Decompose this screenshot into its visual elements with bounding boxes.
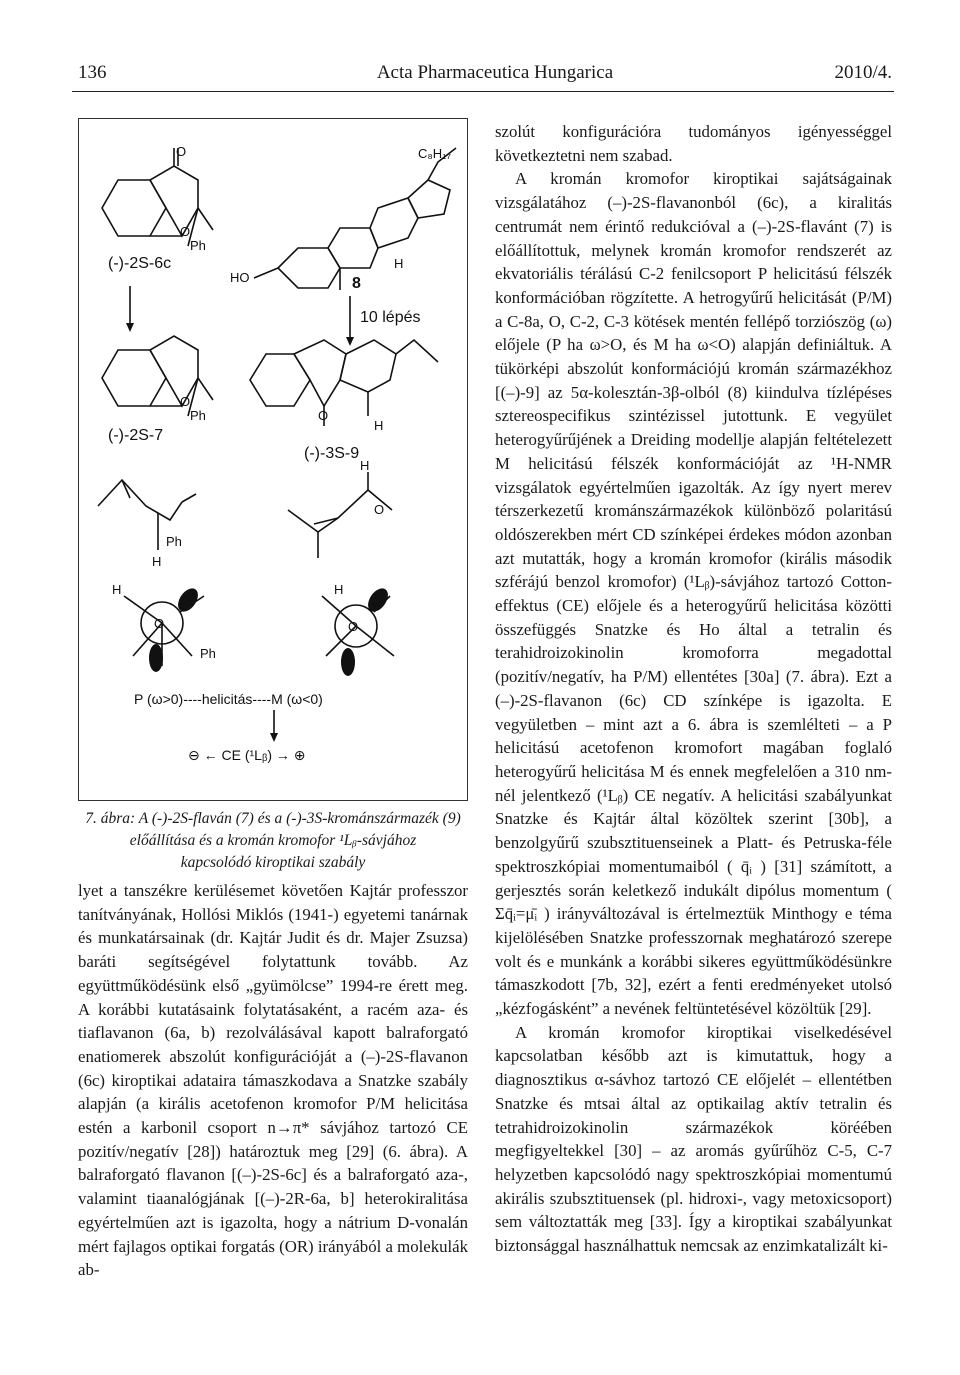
label-o-6c: O	[180, 224, 191, 239]
label-10-steps: 10 lépés	[360, 309, 421, 326]
label-o-7: O	[180, 394, 191, 409]
structure-9	[250, 340, 438, 426]
label-o-conformer-9: O	[374, 502, 385, 517]
label-c8h17: C₈H₁₇	[418, 146, 452, 161]
chemical-scheme	[78, 118, 468, 801]
label-h-newman-9: H	[334, 582, 344, 597]
issue-number: 2010/4.	[834, 62, 892, 83]
label-ph-6c: Ph	[190, 238, 206, 253]
right-column	[495, 120, 892, 1258]
label-o-newman-7: O	[154, 616, 165, 631]
ce-label: ⊖ ← CE (¹Lᵦ) → ⊕	[188, 747, 306, 763]
label-h-conformer-7: H	[152, 554, 162, 569]
label-7: (-)-2S-7	[108, 427, 164, 444]
label-h-8: H	[394, 256, 404, 271]
right-paragraph-3: A kromán kromofor kiroptikai viselkedésével kapcsolatban később azt is kimutattuk, hogy a diagnosztikus α-sávhoz tartozó CE előjelét – ellentétben Snatzke és mtsai által az optikailag aktív tetralin és tetrahidroizokinolin származékok köréében megfigyeltekkel [30] – az aromás gyűrűhöz C-5, C-7 helyzetben kapcsolódó nagy spektroszkópiai momentumú akirális szubsztituensek (pl. hidroxi-, vagy metoxicsoport) sem változtatták meg [33]. Így a kiroptikai szabályunkat biztonsággal használhattuk nemcsak az enzimkatalizált ki-	[495, 1022, 892, 1256]
caption-line-1: 7. ábra: A (-)-2S-flaván (7) és a (-)-3S-krománszármazék (9)	[85, 810, 461, 827]
label-6c: (-)-2S-6c	[108, 255, 172, 272]
label-ph-newman: Ph	[200, 646, 216, 661]
header-rule	[72, 91, 894, 92]
label-ph-7: Ph	[190, 408, 206, 423]
structure-6c	[102, 148, 213, 246]
right-paragraph-2: A kromán kromofor kiroptikai sajátságainak vizsgálatához (–)-2S-flavanonból (6c), a kiralitás centrumát nem érintő redukcióval a (–)-2S-flavánt (7) is előállítottuk, melynek kromán kromofor rendszerét az ekvatoriális térálású C-2 fenilcsoport P helicitású félszék konformációban rögzítette. A hetrogyűrű helicitását (P/M) a C-8a, O, C-2, C-3 kötések mentén fellépő torziószög (ω) előjele (P ha ω>O, és M ha ω<O) alapján definiáltuk. A tükörképi abszolút konformációjú kromán származékhoz [(–)-9] az 5α-kolesztán-3β-olból (8) kiindulva tízlépéses sztereospecifikus szintézissel jutottunk. E vegyület heterogyűrűjének a Dreiding modellje alapján feltételezett M helicitású félszék konformációját az ¹H-NMR vizsgálatok egyértelműen igazolták. Az így nyert merev térszerkezetű krománszármazékok különböző polaritású oldószerekben mért CD színképei érdekes módon azonban azt mutatták, hogy a kromán kromofor (királis második szférájú benzol kromofor) (¹Lᵦ)-sávjához tartozó Cotton-effektus (CE) előjele és a heterogyűrű helicitása közötti összefüggés Snatzke és Ho által a tetralin és terahidroizokinolin kromoforra megadottal (pozitív/negatív, ha P/M) ellentétes [30a] (7. ábra). Ezt a (–)-2S-flavanon (6c) CD színképe is igazolta. E vegyületben – mint azt a 6. ábra is szemlélteti – a P helicitású acetofenon kromofort magában foglaló heterogyűrű helicitása M és ennek megfelelően a 310 nm-nél jelentkező (¹Lᵦ) CE negatív. A helicitási szabályunkat Snatzke és Kajtár által közöltek szerint [30b], a benzolgyűrű szubsztituenseinek a Platt- és Petruska-féle spektroszkópiai momentumaiból ( q̄ᵢ ) [31] számított, a gerjesztés során keletkező indukált dipólus momentum ( Σq̄ᵢ=μ̄ᵢ ) irányváltozával is értelmeztük Minthogy e téma kijelölésében Snatzke professzornak meghatározó szerepe volt és e munkánk a korábbi sikeres együttműködésünkre támaszkodott [7b, 32], ezért a fenti eredményeket utolsó „kézfogásként” a nevének feltüntetésével közöltük [29].	[495, 169, 892, 1019]
figure-7	[78, 118, 468, 876]
structure-7	[102, 336, 213, 416]
journal-title: Acta Pharmaceutica Hungarica	[376, 62, 614, 83]
label-h-newman-7: H	[112, 582, 122, 597]
structure-8	[254, 148, 456, 290]
caption-line-3: kapcsolódó kiroptikai szabály	[180, 854, 366, 871]
helicity-label: P (ω>0)----helicitás----M (ω<0)	[134, 691, 323, 707]
label-o-9: O	[318, 408, 329, 423]
label-h-9: H	[374, 418, 384, 433]
right-paragraph-1: szolút konfigurációra tudományos igényességgel következtetni nem szabad.	[495, 122, 892, 165]
label-o-newman-9: O	[348, 619, 359, 634]
label-9: (-)-3S-9	[304, 445, 360, 462]
label-8: 8	[352, 275, 361, 292]
label-ho: HO	[230, 270, 250, 285]
label-h-conformer-9: H	[360, 458, 370, 473]
left-paragraph-1: lyet a tanszékre kerülésemet követően Kajtár professzor tanítványának, Hollósi Miklós (1941-) egyetemi tanárnak és munkatársainak (dr. Kajtár Judit és dr. Majer Zsuzsa) baráti segítségével folytattunk tovább. Az együttműködésünk első „gyümölcse” 1994-re érett meg. A korábbi kutatásaink folytatásaként, a racém aza- és tiaflavanon (6a, b) rezolválásával kapott balraforgató enatiomerek abszolút konfigurációját a (–)-2S-flavanon (6c) kiroptikai adataira támaszkodava a Snatzke szabály alapján (a királis acetofenon kromofor P/M helicitása estén a karbonil csoport n→π* sávjához tartozó CE pozitív/negatív [28]) határoztuk meg [29] (6. ábra). A balraforgató flavanon [(–)-2S-6c] és a balraforgató aza-, valamint tiaanalógjának [(–)-2R-6a, b] heterokiralitása egyértelműen azt is igazolta, hogy a nátrium D-vonalán mért fajlagos optikai forgatás (OR) irányából a molekulák ab-	[78, 881, 468, 1280]
left-column	[78, 879, 468, 1282]
running-header	[0, 0, 960, 96]
label-ph-conformer: Ph	[166, 534, 182, 549]
label-o-carbonyl: O	[176, 144, 187, 159]
caption-line-2: előállítása és a kromán kromofor ¹Lᵦ-sávjához	[129, 832, 417, 849]
figure-caption	[78, 808, 468, 874]
page-number: 136	[78, 62, 107, 83]
